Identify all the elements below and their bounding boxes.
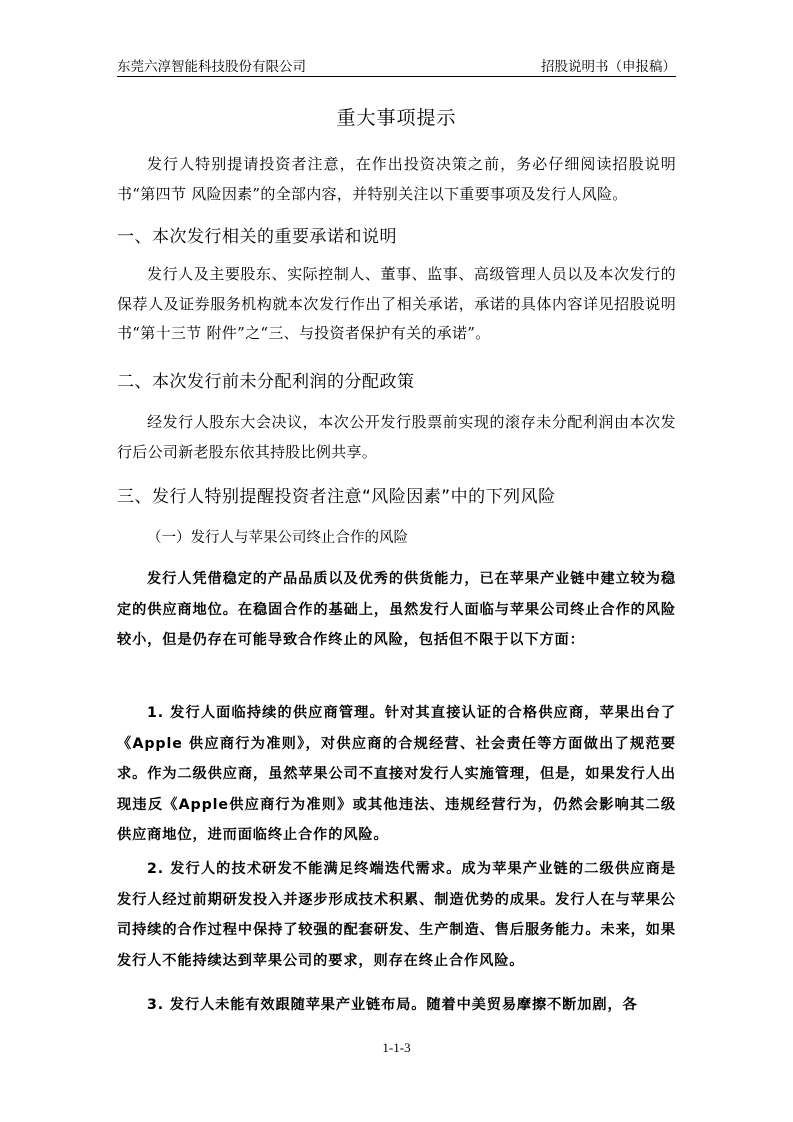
section-heading-3: 三、发行人特别提醒投资者注意“风险因素”中的下列风险 bbox=[117, 487, 556, 507]
page-title: 重大事项提示 bbox=[336, 107, 457, 129]
header-document-type: 招股说明书（申报稿） bbox=[541, 59, 676, 75]
section-1-body: 发行人及主要股东、实际控制人、董事、监事、高级管理人员以及本次发行的保荐人及证券服务机构就本次发行作出了相关承诺，承诺的具体内容详见招股说明书“第十三节 附件”之“三、与投资者保护有关的承诺”。 bbox=[117, 265, 676, 342]
risk-item-3: 3. 发行人未能有效跟随苹果产业链布局。随着中美贸易摩擦不断加剧，各 bbox=[147, 997, 638, 1013]
risk-item-2: 2. 发行人的技术研发不能满足终端迭代需求。成为苹果产业链的二级供应商是发行人经过前期研发投入并逐步形成技术积累、制造优势的成果。发行人在与苹果公司持续的合作过程中保持了较强的配套研发、生产制造、售后服务能力。未来，如果发行人不能持续达到苹果公司的要求，则存在终止合作风险。 bbox=[117, 861, 676, 969]
section-heading-1: 一、本次发行相关的重要承诺和说明 bbox=[117, 227, 397, 247]
page-number: 1-1-3 bbox=[382, 1040, 411, 1055]
header-company-name: 东莞六淳智能科技股份有限公司 bbox=[117, 59, 306, 75]
subsection-heading-1: （一）发行人与苹果公司终止合作的风险 bbox=[147, 530, 408, 546]
page-header bbox=[117, 57, 676, 77]
intro-paragraph: 发行人特别提请投资者注意，在作出投资决策之前，务必仔细阅读招股说明书“第四节 风险因素”的全部内容，并特别关注以下重要事项及发行人风险。 bbox=[117, 155, 676, 203]
subsection-1-lead: 发行人凭借稳定的产品品质以及优秀的供货能力，已在苹果产业链中建立较为稳定的供应商地位。在稳固合作的基础上，虽然发行人面临与苹果公司终止合作的风险较小，但是仍存在可能导致合作终止的风险，包括但不限于以下方面： bbox=[117, 571, 676, 648]
section-heading-2: 二、本次发行前未分配利润的分配政策 bbox=[117, 372, 415, 392]
risk-item-1: 1. 发行人面临持续的供应商管理。针对其直接认证的合格供应商，苹果出台了《Apple 供应商行为准则》，对供应商的合规经营、社会责任等方面做出了规范要求。作为二级供应商，虽然苹果公司不直接对发行人实施管理，但是，如果发行人出现违反《Apple供应商行为准则》或其他违法、违规经营行为，仍然会影响其二级供应商地位，进而面临终止合作的风险。 bbox=[117, 705, 676, 843]
section-2-body: 经发行人股东大会决议，本次公开发行股票前实现的滚存未分配利润由本次发行后公司新老股东依其持股比例共享。 bbox=[117, 413, 676, 461]
